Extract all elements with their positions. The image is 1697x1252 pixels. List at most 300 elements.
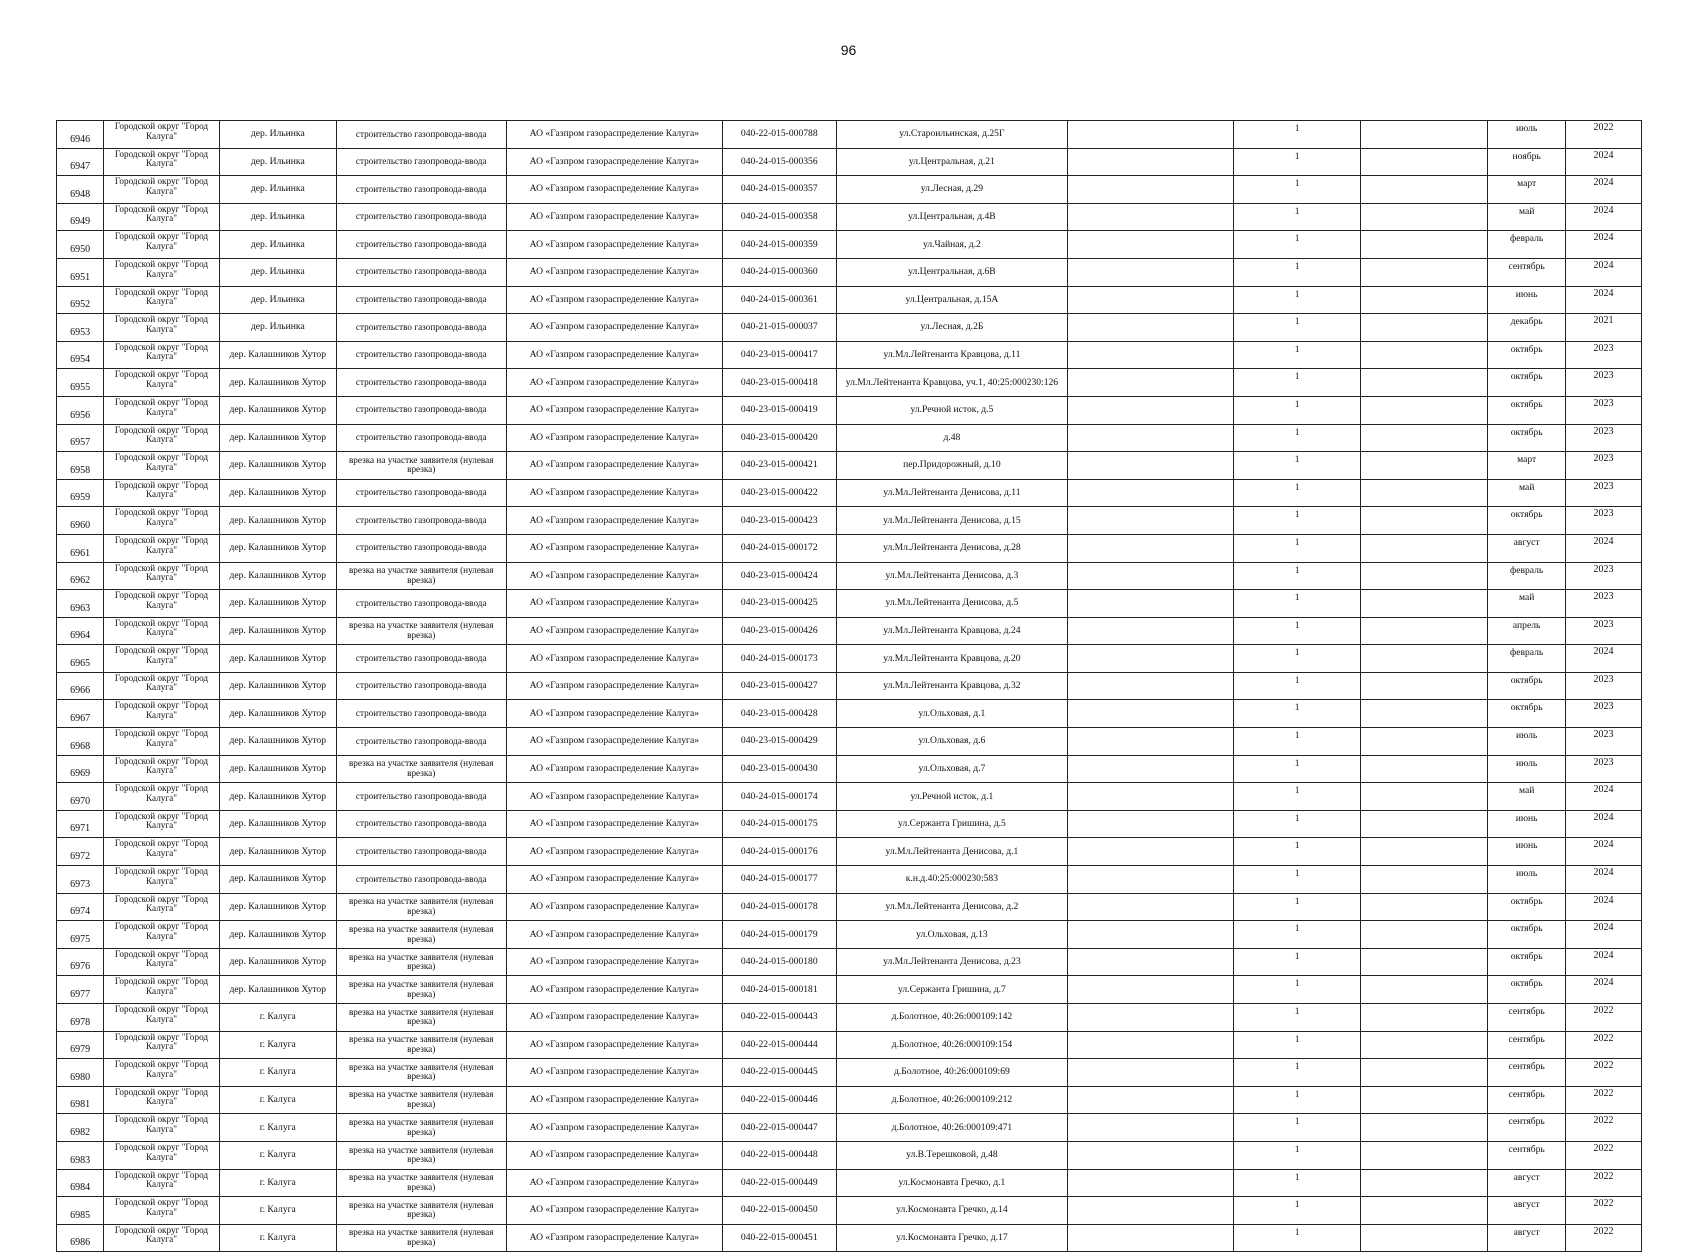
address-cell: д.48 xyxy=(836,424,1068,452)
year-cell: 2022 xyxy=(1566,1059,1642,1087)
row-number: 6986 xyxy=(57,1224,104,1252)
organization-cell: АО «Газпром газораспределение Калуга» xyxy=(506,479,722,507)
year-cell: 2022 xyxy=(1566,1169,1642,1197)
empty-cell xyxy=(1068,286,1234,314)
empty-cell xyxy=(1361,976,1488,1004)
organization-cell: АО «Газпром газораспределение Калуга» xyxy=(506,866,722,894)
count-cell: 1 xyxy=(1234,700,1361,728)
empty-cell xyxy=(1361,1169,1488,1197)
organization-cell: АО «Газпром газораспределение Калуга» xyxy=(506,1169,722,1197)
count-cell: 1 xyxy=(1234,1169,1361,1197)
locality-cell: дер. Калашников Хутор xyxy=(219,921,336,949)
table-row xyxy=(57,810,1642,838)
row-number: 6959 xyxy=(57,479,104,507)
count-cell: 1 xyxy=(1234,617,1361,645)
organization-cell: АО «Газпром газораспределение Калуга» xyxy=(506,203,722,231)
table-row xyxy=(57,148,1642,176)
municipality-cell: Городской округ "Город Калуга" xyxy=(104,672,220,700)
locality-cell: дер. Калашников Хутор xyxy=(219,948,336,976)
empty-cell xyxy=(1361,286,1488,314)
work-type-cell: строительство газопровода-ввода xyxy=(336,728,506,756)
table-row xyxy=(57,1224,1642,1252)
row-number: 6985 xyxy=(57,1197,104,1225)
locality-cell: дер. Калашников Хутор xyxy=(219,479,336,507)
empty-cell xyxy=(1361,645,1488,673)
municipality-cell: Городской округ "Город Калуга" xyxy=(104,1086,220,1114)
empty-cell xyxy=(1068,314,1234,342)
empty-cell xyxy=(1068,755,1234,783)
address-cell: ул.Мл.Лейтенанта Кравцова, д.32 xyxy=(836,672,1068,700)
count-cell: 1 xyxy=(1234,1197,1361,1225)
work-type-cell: строительство газопровода-ввода xyxy=(336,590,506,618)
row-number: 6984 xyxy=(57,1169,104,1197)
empty-cell xyxy=(1361,1197,1488,1225)
row-number: 6979 xyxy=(57,1031,104,1059)
locality-cell: дер. Ильинка xyxy=(219,176,336,204)
address-cell: ул.Центральная, д.15А xyxy=(836,286,1068,314)
table-row xyxy=(57,1197,1642,1225)
organization-cell: АО «Газпром газораспределение Калуга» xyxy=(506,314,722,342)
code-cell: 040-22-015-000444 xyxy=(722,1031,836,1059)
month-cell: февраль xyxy=(1488,231,1566,259)
organization-cell: АО «Газпром газораспределение Калуга» xyxy=(506,590,722,618)
month-cell: июнь xyxy=(1488,286,1566,314)
count-cell: 1 xyxy=(1234,452,1361,480)
organization-cell: АО «Газпром газораспределение Калуга» xyxy=(506,672,722,700)
table-row xyxy=(57,452,1642,480)
work-type-cell: строительство газопровода-ввода xyxy=(336,424,506,452)
empty-cell xyxy=(1068,396,1234,424)
code-cell: 040-22-015-000445 xyxy=(722,1059,836,1087)
year-cell: 2022 xyxy=(1566,1031,1642,1059)
count-cell: 1 xyxy=(1234,1224,1361,1252)
locality-cell: дер. Калашников Хутор xyxy=(219,728,336,756)
locality-cell: дер. Калашников Хутор xyxy=(219,976,336,1004)
year-cell: 2023 xyxy=(1566,479,1642,507)
empty-cell xyxy=(1068,452,1234,480)
address-cell: ул.Чайная, д.2 xyxy=(836,231,1068,259)
address-cell: ул.Ольховая, д.7 xyxy=(836,755,1068,783)
year-cell: 2023 xyxy=(1566,396,1642,424)
organization-cell: АО «Газпром газораспределение Калуга» xyxy=(506,700,722,728)
municipality-cell: Городской округ "Город Калуга" xyxy=(104,783,220,811)
year-cell: 2022 xyxy=(1566,1086,1642,1114)
row-number: 6978 xyxy=(57,1004,104,1032)
code-cell: 040-22-015-000443 xyxy=(722,1004,836,1032)
table-row xyxy=(57,893,1642,921)
locality-cell: дер. Калашников Хутор xyxy=(219,507,336,535)
empty-cell xyxy=(1361,672,1488,700)
month-cell: сентябрь xyxy=(1488,1086,1566,1114)
table-row xyxy=(57,1004,1642,1032)
table-row xyxy=(57,203,1642,231)
municipality-cell: Городской округ "Город Калуга" xyxy=(104,1004,220,1032)
empty-cell xyxy=(1361,507,1488,535)
address-cell: ул.Центральная, д.21 xyxy=(836,148,1068,176)
organization-cell: АО «Газпром газораспределение Калуга» xyxy=(506,176,722,204)
address-cell: ул.Сержанта Гришина, д.5 xyxy=(836,810,1068,838)
locality-cell: дер. Калашников Хутор xyxy=(219,534,336,562)
code-cell: 040-23-015-000426 xyxy=(722,617,836,645)
code-cell: 040-24-015-000173 xyxy=(722,645,836,673)
row-number: 6955 xyxy=(57,369,104,397)
address-cell: ул.В.Терешковой, д.48 xyxy=(836,1141,1068,1169)
month-cell: октябрь xyxy=(1488,396,1566,424)
empty-cell xyxy=(1361,1059,1488,1087)
empty-cell xyxy=(1068,176,1234,204)
organization-cell: АО «Газпром газораспределение Калуга» xyxy=(506,286,722,314)
row-number: 6947 xyxy=(57,148,104,176)
empty-cell xyxy=(1068,1004,1234,1032)
row-number: 6952 xyxy=(57,286,104,314)
month-cell: октябрь xyxy=(1488,369,1566,397)
row-number: 6946 xyxy=(57,121,104,149)
count-cell: 1 xyxy=(1234,1004,1361,1032)
empty-cell xyxy=(1068,921,1234,949)
municipality-cell: Городской округ "Город Калуга" xyxy=(104,976,220,1004)
locality-cell: дер. Калашников Хутор xyxy=(219,783,336,811)
organization-cell: АО «Газпром газораспределение Калуга» xyxy=(506,1141,722,1169)
work-type-cell: врезка на участке заявителя (нулевая врезка) xyxy=(336,1169,506,1197)
municipality-cell: Городской округ "Город Калуга" xyxy=(104,755,220,783)
count-cell: 1 xyxy=(1234,921,1361,949)
locality-cell: дер. Калашников Хутор xyxy=(219,893,336,921)
empty-cell xyxy=(1068,1059,1234,1087)
count-cell: 1 xyxy=(1234,424,1361,452)
table-row xyxy=(57,645,1642,673)
month-cell: август xyxy=(1488,1224,1566,1252)
work-type-cell: строительство газопровода-ввода xyxy=(336,121,506,149)
locality-cell: дер. Ильинка xyxy=(219,314,336,342)
code-cell: 040-23-015-000419 xyxy=(722,396,836,424)
work-type-cell: строительство газопровода-ввода xyxy=(336,314,506,342)
code-cell: 040-23-015-000423 xyxy=(722,507,836,535)
organization-cell: АО «Газпром газораспределение Калуга» xyxy=(506,783,722,811)
municipality-cell: Городской округ "Город Калуга" xyxy=(104,534,220,562)
month-cell: май xyxy=(1488,479,1566,507)
work-type-cell: строительство газопровода-ввода xyxy=(336,672,506,700)
month-cell: сентябрь xyxy=(1488,258,1566,286)
count-cell: 1 xyxy=(1234,479,1361,507)
empty-cell xyxy=(1361,534,1488,562)
empty-cell xyxy=(1068,976,1234,1004)
work-type-cell: врезка на участке заявителя (нулевая врезка) xyxy=(336,948,506,976)
year-cell: 2023 xyxy=(1566,507,1642,535)
code-cell: 040-22-015-000788 xyxy=(722,121,836,149)
address-cell: ул.Речной исток, д.5 xyxy=(836,396,1068,424)
address-cell: ул.Староильинская, д.25Г xyxy=(836,121,1068,149)
address-cell: ул.Ольховая, д.6 xyxy=(836,728,1068,756)
municipality-cell: Городской округ "Город Калуга" xyxy=(104,921,220,949)
row-number: 6949 xyxy=(57,203,104,231)
month-cell: февраль xyxy=(1488,645,1566,673)
empty-cell xyxy=(1068,645,1234,673)
work-type-cell: врезка на участке заявителя (нулевая врезка) xyxy=(336,452,506,480)
code-cell: 040-22-015-000451 xyxy=(722,1224,836,1252)
organization-cell: АО «Газпром газораспределение Калуга» xyxy=(506,341,722,369)
locality-cell: дер. Ильинка xyxy=(219,231,336,259)
locality-cell: дер. Ильинка xyxy=(219,121,336,149)
organization-cell: АО «Газпром газораспределение Калуга» xyxy=(506,1086,722,1114)
work-type-cell: строительство газопровода-ввода xyxy=(336,507,506,535)
organization-cell: АО «Газпром газораспределение Калуга» xyxy=(506,838,722,866)
municipality-cell: Городской округ "Город Калуга" xyxy=(104,341,220,369)
table-body xyxy=(57,121,1642,1252)
table-row xyxy=(57,728,1642,756)
work-type-cell: строительство газопровода-ввода xyxy=(336,231,506,259)
work-type-cell: строительство газопровода-ввода xyxy=(336,810,506,838)
table-row xyxy=(57,1141,1642,1169)
municipality-cell: Городской округ "Город Калуга" xyxy=(104,562,220,590)
locality-cell: дер. Ильинка xyxy=(219,148,336,176)
address-cell: д.Болотное, 40:26:000109:471 xyxy=(836,1114,1068,1142)
code-cell: 040-24-015-000360 xyxy=(722,258,836,286)
month-cell: октябрь xyxy=(1488,507,1566,535)
year-cell: 2024 xyxy=(1566,948,1642,976)
table-row xyxy=(57,396,1642,424)
year-cell: 2023 xyxy=(1566,590,1642,618)
empty-cell xyxy=(1361,258,1488,286)
address-cell: д.Болотное, 40:26:000109:212 xyxy=(836,1086,1068,1114)
municipality-cell: Городской округ "Город Калуга" xyxy=(104,231,220,259)
row-number: 6976 xyxy=(57,948,104,976)
table-row xyxy=(57,921,1642,949)
address-cell: ул.Сержанта Гришина, д.7 xyxy=(836,976,1068,1004)
code-cell: 040-24-015-000179 xyxy=(722,921,836,949)
table-row xyxy=(57,314,1642,342)
row-number: 6966 xyxy=(57,672,104,700)
code-cell: 040-23-015-000424 xyxy=(722,562,836,590)
organization-cell: АО «Газпром газораспределение Калуга» xyxy=(506,396,722,424)
work-type-cell: строительство газопровода-ввода xyxy=(336,258,506,286)
locality-cell: дер. Ильинка xyxy=(219,203,336,231)
address-cell: ул.Центральная, д.6В xyxy=(836,258,1068,286)
address-cell: ул.Космонавта Гречко, д.17 xyxy=(836,1224,1068,1252)
municipality-cell: Городской округ "Город Калуга" xyxy=(104,479,220,507)
count-cell: 1 xyxy=(1234,893,1361,921)
count-cell: 1 xyxy=(1234,672,1361,700)
month-cell: май xyxy=(1488,203,1566,231)
row-number: 6960 xyxy=(57,507,104,535)
work-type-cell: строительство газопровода-ввода xyxy=(336,396,506,424)
municipality-cell: Городской округ "Город Калуга" xyxy=(104,176,220,204)
code-cell: 040-23-015-000425 xyxy=(722,590,836,618)
year-cell: 2023 xyxy=(1566,424,1642,452)
municipality-cell: Городской округ "Город Калуга" xyxy=(104,617,220,645)
table-row xyxy=(57,286,1642,314)
year-cell: 2024 xyxy=(1566,838,1642,866)
empty-cell xyxy=(1361,948,1488,976)
empty-cell xyxy=(1068,121,1234,149)
month-cell: март xyxy=(1488,452,1566,480)
table-row xyxy=(57,424,1642,452)
year-cell: 2024 xyxy=(1566,645,1642,673)
count-cell: 1 xyxy=(1234,976,1361,1004)
table-row xyxy=(57,590,1642,618)
locality-cell: дер. Калашников Хутор xyxy=(219,424,336,452)
row-number: 6967 xyxy=(57,700,104,728)
municipality-cell: Городской округ "Город Калуга" xyxy=(104,1169,220,1197)
work-type-cell: строительство газопровода-ввода xyxy=(336,341,506,369)
municipality-cell: Городской округ "Город Калуга" xyxy=(104,1197,220,1225)
locality-cell: дер. Калашников Хутор xyxy=(219,452,336,480)
organization-cell: АО «Газпром газораспределение Калуга» xyxy=(506,507,722,535)
count-cell: 1 xyxy=(1234,507,1361,535)
count-cell: 1 xyxy=(1234,810,1361,838)
municipality-cell: Городской округ "Город Калуга" xyxy=(104,1114,220,1142)
code-cell: 040-22-015-000447 xyxy=(722,1114,836,1142)
table-row xyxy=(57,700,1642,728)
organization-cell: АО «Газпром газораспределение Калуга» xyxy=(506,424,722,452)
empty-cell xyxy=(1361,866,1488,894)
municipality-cell: Городской округ "Город Калуга" xyxy=(104,452,220,480)
address-cell: ул.Лесная, д.2Б xyxy=(836,314,1068,342)
count-cell: 1 xyxy=(1234,121,1361,149)
locality-cell: г. Калуга xyxy=(219,1169,336,1197)
municipality-cell: Городской округ "Город Калуга" xyxy=(104,893,220,921)
count-cell: 1 xyxy=(1234,369,1361,397)
empty-cell xyxy=(1361,838,1488,866)
address-cell: ул.Речной исток, д.1 xyxy=(836,783,1068,811)
row-number: 6948 xyxy=(57,176,104,204)
municipality-cell: Городской округ "Город Калуга" xyxy=(104,728,220,756)
code-cell: 040-24-015-000359 xyxy=(722,231,836,259)
row-number: 6961 xyxy=(57,534,104,562)
organization-cell: АО «Газпром газораспределение Калуга» xyxy=(506,121,722,149)
count-cell: 1 xyxy=(1234,534,1361,562)
empty-cell xyxy=(1068,1224,1234,1252)
organization-cell: АО «Газпром газораспределение Калуга» xyxy=(506,728,722,756)
table-row xyxy=(57,755,1642,783)
work-type-cell: врезка на участке заявителя (нулевая врезка) xyxy=(336,1031,506,1059)
address-cell: ул.Центральная, д.4В xyxy=(836,203,1068,231)
empty-cell xyxy=(1361,341,1488,369)
month-cell: июль xyxy=(1488,866,1566,894)
municipality-cell: Городской округ "Город Калуга" xyxy=(104,396,220,424)
locality-cell: дер. Калашников Хутор xyxy=(219,700,336,728)
year-cell: 2023 xyxy=(1566,341,1642,369)
empty-cell xyxy=(1361,1114,1488,1142)
row-number: 6956 xyxy=(57,396,104,424)
address-cell: ул.Ольховая, д.1 xyxy=(836,700,1068,728)
month-cell: октябрь xyxy=(1488,893,1566,921)
empty-cell xyxy=(1361,1224,1488,1252)
municipality-cell: Городской округ "Город Калуга" xyxy=(104,148,220,176)
work-type-cell: строительство газопровода-ввода xyxy=(336,176,506,204)
empty-cell xyxy=(1068,1031,1234,1059)
empty-cell xyxy=(1361,424,1488,452)
empty-cell xyxy=(1361,176,1488,204)
municipality-cell: Городской округ "Город Калуга" xyxy=(104,866,220,894)
count-cell: 1 xyxy=(1234,590,1361,618)
empty-cell xyxy=(1068,231,1234,259)
locality-cell: дер. Калашников Хутор xyxy=(219,617,336,645)
empty-cell xyxy=(1361,590,1488,618)
empty-cell xyxy=(1068,783,1234,811)
month-cell: октябрь xyxy=(1488,424,1566,452)
work-type-cell: строительство газопровода-ввода xyxy=(336,866,506,894)
locality-cell: дер. Ильинка xyxy=(219,258,336,286)
month-cell: август xyxy=(1488,534,1566,562)
work-type-cell: строительство газопровода-ввода xyxy=(336,838,506,866)
count-cell: 1 xyxy=(1234,258,1361,286)
year-cell: 2024 xyxy=(1566,148,1642,176)
year-cell: 2024 xyxy=(1566,893,1642,921)
empty-cell xyxy=(1361,369,1488,397)
municipality-cell: Городской округ "Город Калуга" xyxy=(104,1224,220,1252)
year-cell: 2024 xyxy=(1566,976,1642,1004)
row-number: 6950 xyxy=(57,231,104,259)
locality-cell: дер. Калашников Хутор xyxy=(219,590,336,618)
organization-cell: АО «Газпром газораспределение Калуга» xyxy=(506,976,722,1004)
empty-cell xyxy=(1068,617,1234,645)
locality-cell: дер. Ильинка xyxy=(219,286,336,314)
locality-cell: дер. Калашников Хутор xyxy=(219,645,336,673)
month-cell: сентябрь xyxy=(1488,1059,1566,1087)
count-cell: 1 xyxy=(1234,645,1361,673)
organization-cell: АО «Газпром газораспределение Калуга» xyxy=(506,369,722,397)
address-cell: д.Болотное, 40:26:000109:154 xyxy=(836,1031,1068,1059)
empty-cell xyxy=(1361,148,1488,176)
count-cell: 1 xyxy=(1234,1031,1361,1059)
address-cell: ул.Мл.Лейтенанта Денисова, д.1 xyxy=(836,838,1068,866)
address-cell: ул.Лесная, д.29 xyxy=(836,176,1068,204)
row-number: 6962 xyxy=(57,562,104,590)
locality-cell: дер. Калашников Хутор xyxy=(219,866,336,894)
empty-cell xyxy=(1068,893,1234,921)
month-cell: июль xyxy=(1488,755,1566,783)
code-cell: 040-23-015-000427 xyxy=(722,672,836,700)
month-cell: июль xyxy=(1488,121,1566,149)
locality-cell: дер. Калашников Хутор xyxy=(219,341,336,369)
address-cell: к.н.д.40:25:000230:583 xyxy=(836,866,1068,894)
empty-cell xyxy=(1068,479,1234,507)
year-cell: 2023 xyxy=(1566,728,1642,756)
locality-cell: дер. Калашников Хутор xyxy=(219,396,336,424)
municipality-cell: Городской округ "Город Калуга" xyxy=(104,369,220,397)
empty-cell xyxy=(1361,1086,1488,1114)
code-cell: 040-22-015-000449 xyxy=(722,1169,836,1197)
row-number: 6980 xyxy=(57,1059,104,1087)
organization-cell: АО «Газпром газораспределение Калуга» xyxy=(506,1059,722,1087)
empty-cell xyxy=(1361,1004,1488,1032)
code-cell: 040-24-015-000172 xyxy=(722,534,836,562)
empty-cell xyxy=(1068,341,1234,369)
empty-cell xyxy=(1068,1197,1234,1225)
locality-cell: дер. Калашников Хутор xyxy=(219,562,336,590)
table-row xyxy=(57,369,1642,397)
code-cell: 040-23-015-000429 xyxy=(722,728,836,756)
code-cell: 040-23-015-000417 xyxy=(722,341,836,369)
locality-cell: г. Калуга xyxy=(219,1114,336,1142)
year-cell: 2024 xyxy=(1566,783,1642,811)
work-type-cell: строительство газопровода-ввода xyxy=(336,783,506,811)
row-number: 6965 xyxy=(57,645,104,673)
month-cell: сентябрь xyxy=(1488,1141,1566,1169)
address-cell: пер.Придорожный, д.10 xyxy=(836,452,1068,480)
count-cell: 1 xyxy=(1234,203,1361,231)
empty-cell xyxy=(1361,479,1488,507)
table-row xyxy=(57,672,1642,700)
table-row xyxy=(57,479,1642,507)
year-cell: 2022 xyxy=(1566,1224,1642,1252)
code-cell: 040-24-015-000175 xyxy=(722,810,836,838)
month-cell: июнь xyxy=(1488,810,1566,838)
empty-cell xyxy=(1068,728,1234,756)
municipality-cell: Городской округ "Город Калуга" xyxy=(104,948,220,976)
table-row xyxy=(57,976,1642,1004)
empty-cell xyxy=(1361,231,1488,259)
